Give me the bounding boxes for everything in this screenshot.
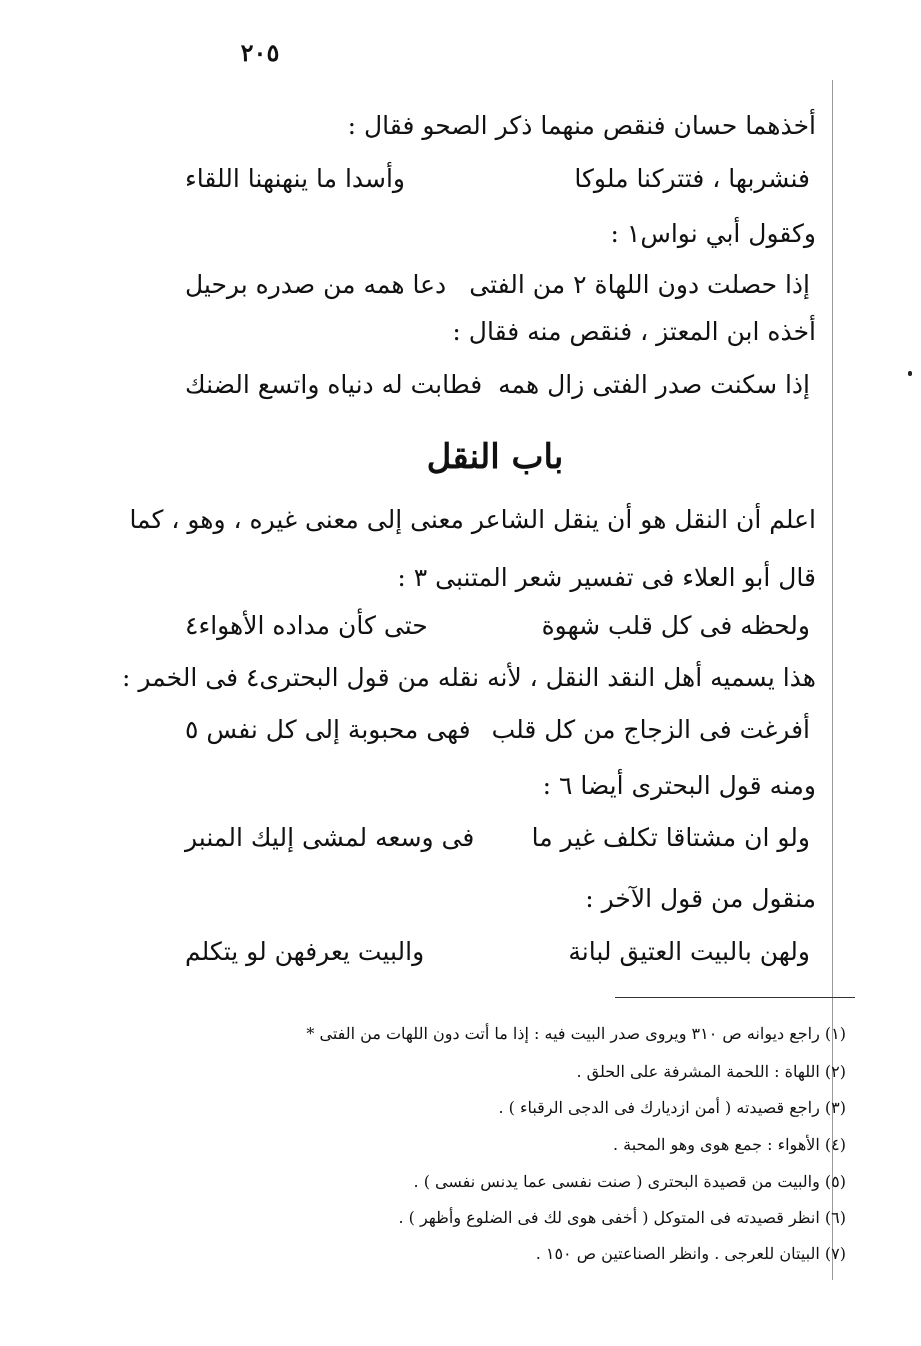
verse-first-hemistich: ولو ان مشتاقا تكلف غير ما [531,823,810,852]
verse-first-hemistich: ولحظه فى كل قلب شهوة [541,611,810,640]
verse-first-hemistich: إذا سكنت صدر الفتى زال همه [498,370,810,399]
prose-line: ومنه قول البحترى أيضا ٦ : [542,771,816,800]
section-heading: باب النقل [426,437,564,477]
verse-first-hemistich: أفرغت فى الزجاج من كل قلب [491,715,810,744]
verse-second-hemistich: حتى كأن مداده الأهواء٤ [185,611,428,640]
verse-second-hemistich: دعا همه من صدره برحيل [185,270,447,299]
prose-line: قال أبو العلاء فى تفسير شعر المتنبى ٣ : [397,563,816,592]
footnote: (٥) والبيت من قصيدة البحترى ( صنت نفسى عما يدنس نفسى ) . [413,1172,846,1191]
verse-second-hemistich: فهى محبوبة إلى كل نفس ٥ [185,715,471,744]
prose-line: أخذهما حسان فنقص منهما ذكر الصحو فقال : [347,111,816,140]
prose-line: هذا يسميه أهل النقد النقل ، لأنه نقله من قول البحترى٤ فى الخمر : [121,663,816,692]
verse-line [185,606,810,646]
verse-line [185,818,810,858]
prose-line: منقول من قول الآخر : [585,884,816,913]
prose-line: اعلم أن النقل هو أن ينقل الشاعر معنى إلى معنى غيره ، وهو ، كما [129,505,816,534]
verse-first-hemistich: فنشربها ، فتتركنا ملوكا [574,164,810,193]
verse-second-hemistich: فطابت له دنياه واتسع الضنك [185,370,483,399]
verse-line [185,932,810,972]
verse-second-hemistich: والبيت يعرفهن لو يتكلم [185,937,425,966]
footnote: (١) راجع ديوانه ص ٣١٠ ويروى صدر البيت فيه : إذا ما أتت دون اللهات من الفتى * [306,1024,846,1043]
verse-line [185,710,810,750]
margin-mark [908,371,912,376]
verse-line [185,265,810,305]
footnote-separator [615,997,855,998]
verse-second-hemistich: فى وسعه لمشى إليك المنبر [185,823,475,852]
footnote: (٦) انظر قصيدته فى المتوكل ( أخفى هوى لك فى الضلوع وأظهر ) . [398,1208,846,1227]
footnote: (٧) البيتان للعرجى . وانظر الصناعتين ص ١٥٠ . [535,1244,846,1263]
footnote: (٤) الأهواء : جمع هوى وهو المحبة . [612,1135,846,1154]
prose-line: أخذه ابن المعتز ، فنقص منه فقال : [452,317,816,346]
verse-first-hemistich: إذا حصلت دون اللهاة ٢ من الفتى [469,270,810,299]
prose-line: وكقول أبي نواس١ : [610,219,816,248]
verse-line [185,159,810,199]
page-number: ٢٠٥ [240,38,280,67]
verse-first-hemistich: ولهن بالبيت العتيق لبانة [568,937,810,966]
footnote: (٢) اللهاة : اللحمة المشرفة على الحلق . [576,1062,846,1081]
verse-line [185,365,810,405]
verse-second-hemistich: وأسدا ما ينهنهنا اللقاء [185,164,405,193]
footnote: (٣) راجع قصيدته ( أمن ازديارك فى الدجى الرقباء ) . [498,1098,846,1117]
